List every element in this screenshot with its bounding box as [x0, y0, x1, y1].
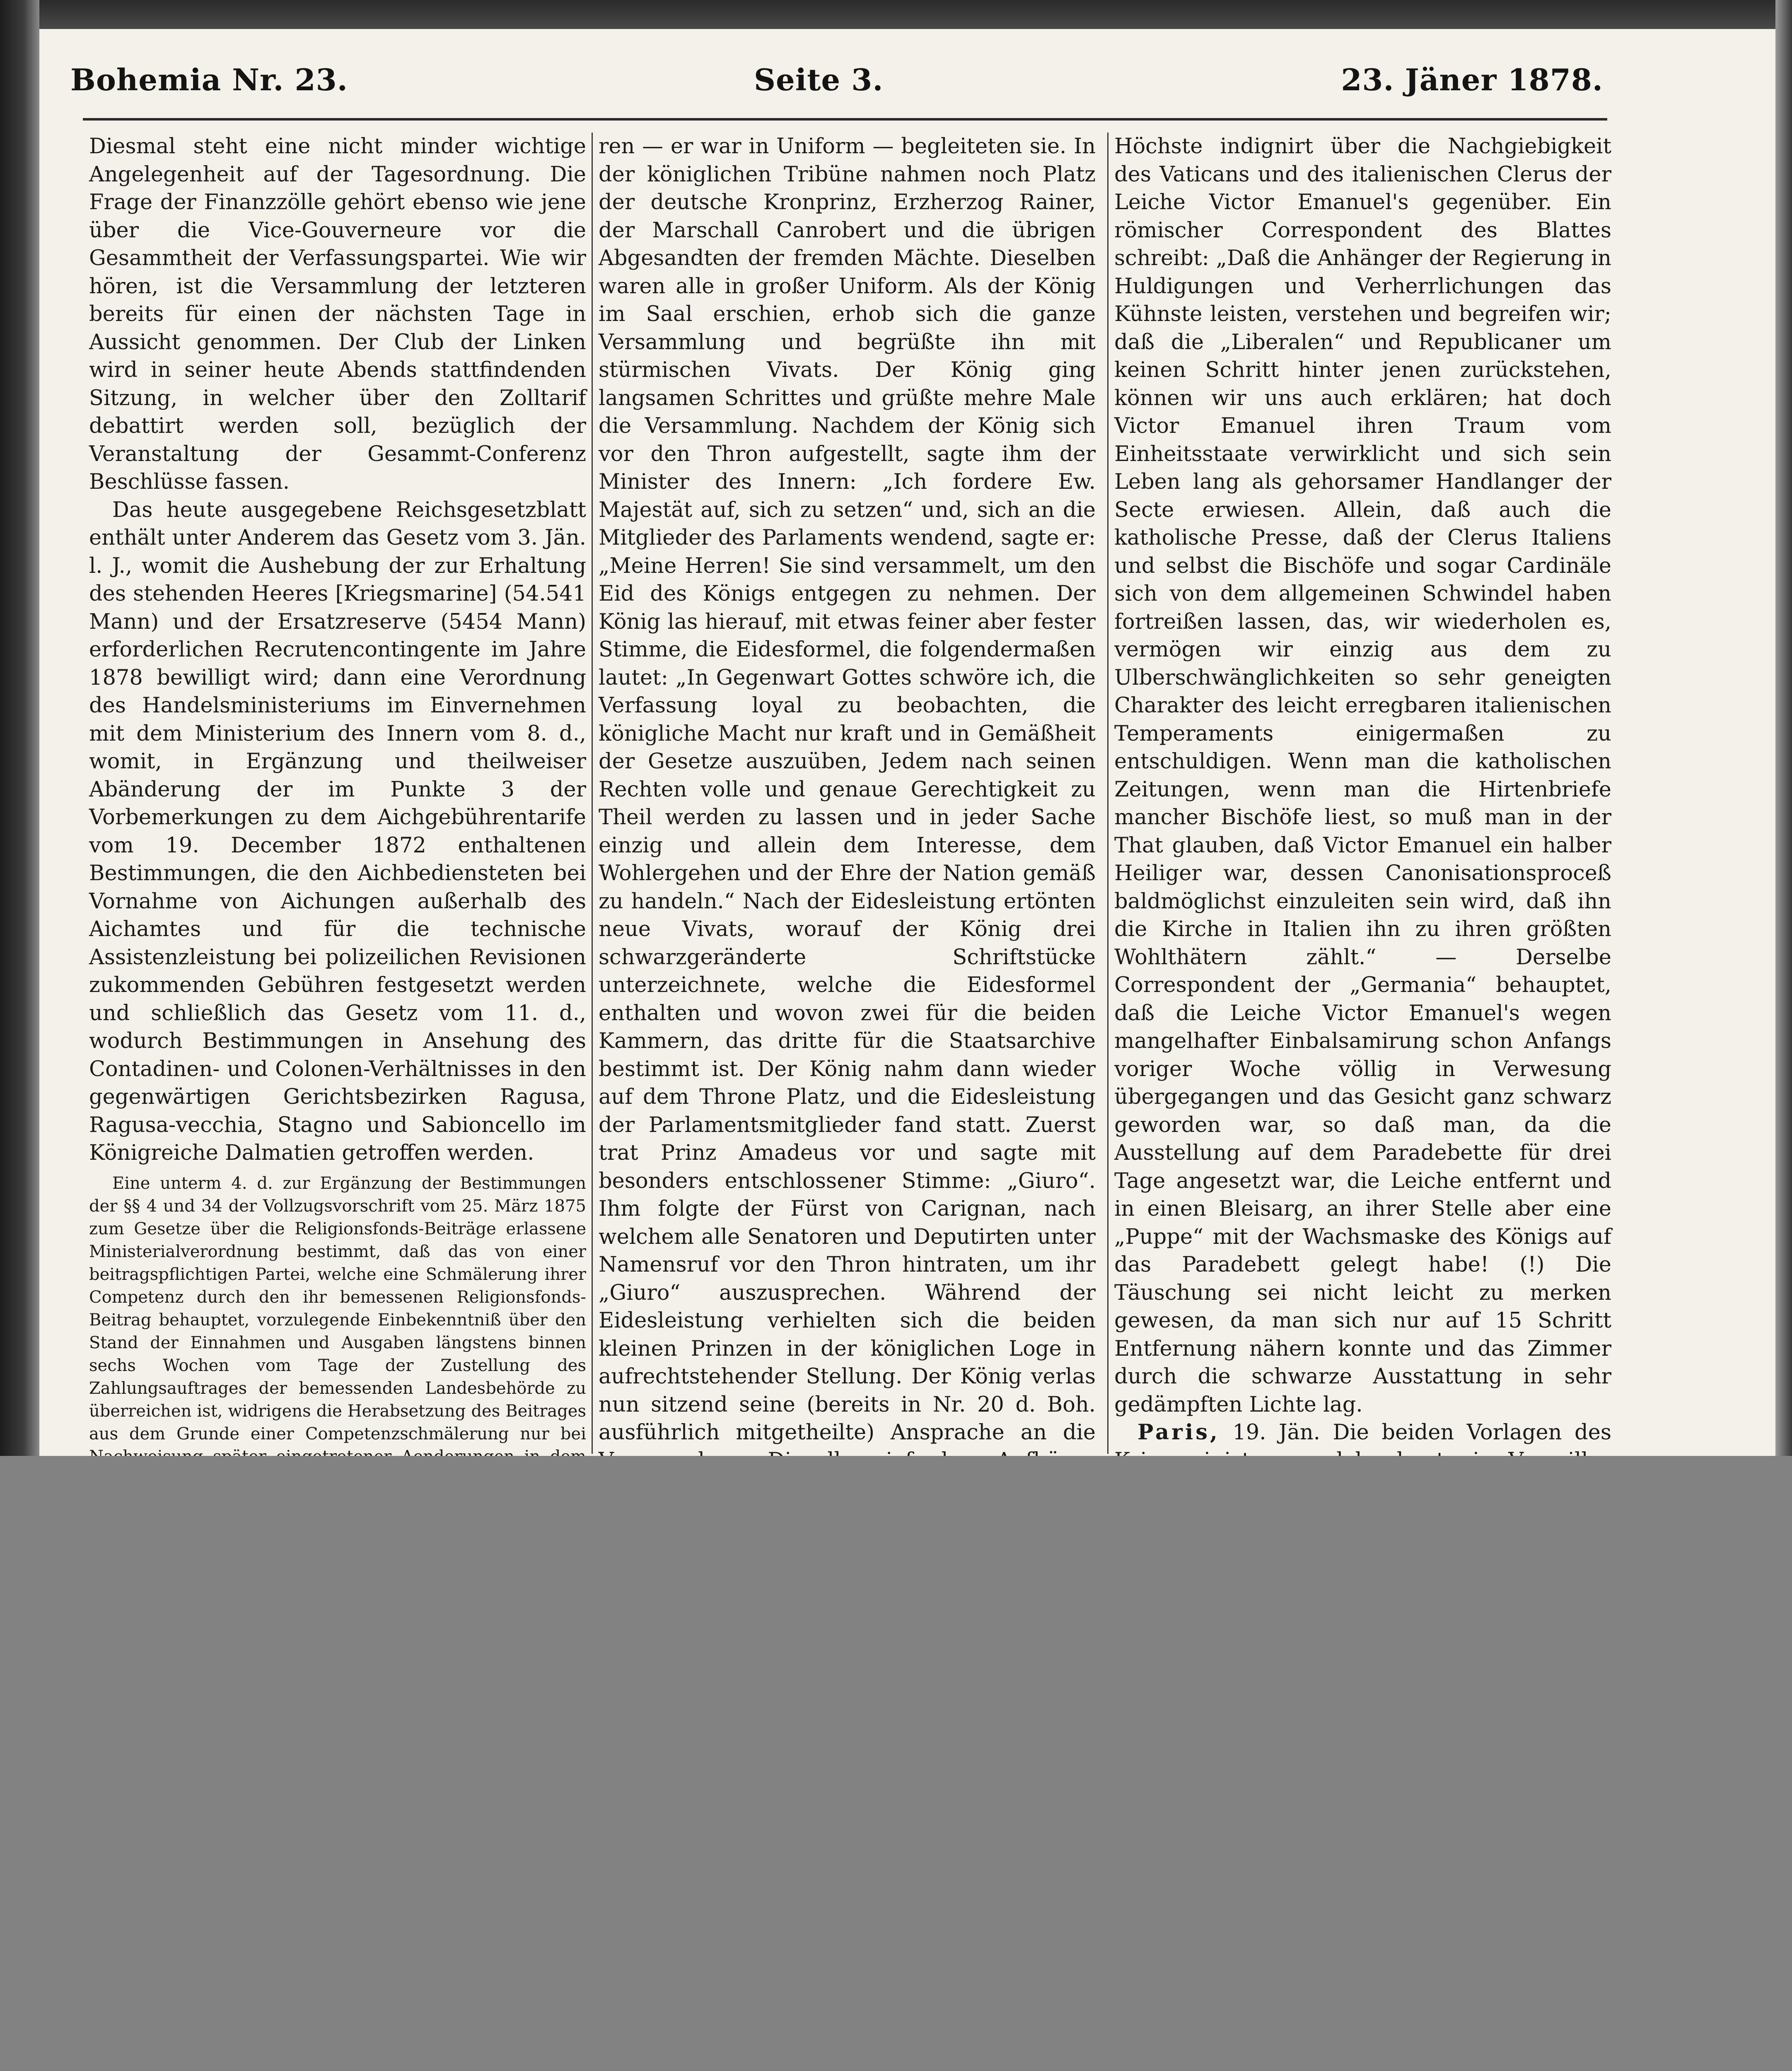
header-page-number: Seite 3. [754, 62, 884, 97]
dateline-paris: Paris, [1138, 1420, 1220, 1445]
header-publication: Bohemia Nr. 23. [70, 62, 348, 97]
column-divider-2 [1107, 133, 1109, 1454]
text-column-1 [89, 133, 586, 1454]
header-rule [83, 118, 1607, 121]
column-2-paragraph-1: ren — er war in Uniform — begleiteten sie. In der königlichen Tribüne nahmen noch Platz der deutsche Kronprinz, Erzherzog Rainer, der Marschall Canrobert und die übrigen Abgesandten der fremden Mächte. Dieselben waren alle in großer Uniform. Als der König im Saal erschien, erhob sich die ganze Versammlung und begrüßte ihn mit stürmischen Vivats. Der König ging langsamen Schrittes und grüßte mehre Male die Versammlung. Nachdem der König sich vor den Thron aufgestellt, sagte ihm der Minister des Innern: „Ich fordere Ew. Majestät auf, sich zu setzen“ und, sich an die Mitglieder des Parlaments wendend, sagte er: „Meine Herren! Sie sind versammelt, um den Eid des Königs entgegen zu nehmen. Der König las hierauf, mit etwas feiner aber fester Stimme, die Eidesformel, die folgendermaßen lautet: „In Gegenwart Gottes schwöre ich, die Verfassung loyal zu beobachten, die königliche Macht nur kraft und in Gemäßheit der Gesetze auszuüben, Jedem nach seinen Rechten volle und genaue Gerechtigkeit zu Theil werden zu lassen und in jeder Sache einzig und allein dem Interesse, dem Wohlergehen und der Ehre der Nation gemäß zu handeln.“ Nach der Eidesleistung ertönten neue Vivats, worauf der König drei schwarzgeränderte Schriftstücke unterzeichnete, welche die Eidesformel enthalten und wovon zwei für die beiden Kammern, das dritte für die Staatsarchive bestimmt ist. Der König nahm dann wieder auf dem Throne Platz, und die Eidesleistung der Parlamentsmitglieder fand statt. Zuerst trat Prinz Amadeus vor und sagte mit besonders entschlossener Stimme: „Giuro“. Ihm folgte der Fürst von Carignan, nach welchem alle Senatoren und Deputirten unter Namensruf vor den Thron hintraten, um ihr „Giuro“ auszusprechen. Während der Eidesleistung verhielten sich die beiden kleinen Prinzen in der königlichen Loge in aufrechtstehender Stellung. Der König verlas nun sitzend seine (bereits in Nr. 20 d. Boh. ausführlich mitgetheilte) Ansprache an die [599, 134, 1096, 1445]
scan-edge-left [0, 0, 39, 1475]
column-1-paragraph-3: Eine unterm 4. d. zur Ergänzung der Bestimmungen der §§ 4 und 34 der Vollzugsvorschrift vom 25. März 1875 zum Gesetze über die Religionsfonds-Beiträge erlassene Ministerialverordnung bestimmt, daß das von einer beitragspflichtigen Partei, welche eine Schmälerung ihrer Competenz durch den ihr bemessenen Religionsfonds-Beitrag behauptet, vorzulegende Einbekenntniß über den Stand der Einnahmen und Ausgaben längstens binnen sechs Wochen vom Tage der Zustellung des Zahlungsauftrages der bemessenden Landesbehörde zu überreichen ist, widrigens die Herabsetzung des Beitrages aus dem Grunde einer Competenzschmälerung nur bei [89, 1173, 586, 1443]
text-column-3 [1114, 133, 1611, 1454]
column-1-paragraph-2: Das heute ausgegebene Reichsgesetzblatt enthält unter Anderem das Gesetz vom 3. Jän. l. J., womit die Aushebung der zur Erhaltung des stehenden Heeres [Kriegsmarine] (54.541 Mann) und der Ersatzreserve (5454 Mann) erforderlichen Recrutencontingente im Jahre 1878 bewilligt wird; dann eine Verordnung des Handelsministeriums im Einvernehmen mit dem Ministerium des Innern vom 8. d., womit, in Ergänzung und theilweiser Abänderung der im Punkte 3 der Vorbemerkungen zu dem Aichgebührentarife vom 19. December 1872 enthaltenen Bestimmungen, die den Aichbediensteten bei Vornahme von Aichungen außerhalb des Aichamtes und für die technische Assistenzleistung bei polizeilichen Revisionen zukommenden Gebühren festgesetzt werden und schließlich das Gesetz vom 11. d., wodurch Bestimmungen in Ansehung des Contadinen- und Colonen-Verhältnisses in den gegenwärtigen Gerichtsbezirken Ragusa, Ragusa-vecchia, Stagno und Sabioncello im Königreiche Dalmatien getroffen werden. [89, 497, 586, 1165]
page-header [70, 62, 1603, 108]
column-1-paragraph-1: Diesmal steht eine nicht minder wichtige Angelegenheit auf der Tagesordnung. Die Frage der Finanzzölle gehört ebenso wie jene über die Vice-Gouverneure vor die Gesammtheit der Verfassungspartei. Wie wir hören, ist die Versammlung der letzteren bereits für einen der nächsten Tage in Aussicht genommen. Der Club der Linken wird in seiner heute Abends stattfindenden Sitzung, in welcher über den Zolltarif debattirt werden soll, bezüglich der Veranstaltung der Gesammt-Conferenz Beschlüsse fassen. [89, 134, 586, 494]
text-column-2 [599, 133, 1096, 1454]
header-date: 23. Jäner 1878. [1341, 62, 1603, 97]
column-3-paragraph-1: Höchste indignirt über die Nachgiebigkeit des Vaticans und des italienischen Clerus der Leiche Victor Emanuel's gegenüber. Ein römischer Correspondent des Blattes schreibt: „Daß die Anhänger der Regierung in Huldigungen und Verherrlichungen das Kühnste leisten, verstehen und begreifen wir; daß die „Liberalen“ und Republicaner um keinen Schritt hinter jenen zurückstehen, können wir uns auch erklären; hat doch Victor Emanuel ihren Traum vom Einheitsstaate verwirklicht und sich sein Leben lang als gehorsamer Handlanger der Secte erwiesen. Allein, daß auch die katholische Presse, daß der Clerus Italiens und selbst die Bischöfe und sogar Cardinäle sich von dem allgemeinen Schwindel haben fortreißen lassen, das, wir wiederholen es, vermögen wir einzig aus dem zu Ulberschwänglichkeiten so sehr geneigten Charakter des leicht erregbaren italienischen Temperaments einigermaßen zu entschuldigen. Wenn man die katholischen Zeitungen, wenn man die Hirtenbriefe mancher Bischöfe liest, so muß man in der That glauben, daß Victor Emanuel ein halber Heiliger war, dessen Canonisationsproceß baldmöglichst einzuleiten sein wird, daß ihn die Kirche in Italien ihn zu ihren größten Wohlthätern zählt.“ — Derselbe Correspondent der „Germania“ behauptet, daß die Leiche Victor Emanuel's wegen mangelhafter Einbalsamirung schon Anfangs voriger Woche völlig in Verwesung übergegangen und das Gesicht ganz schwarz geworden war, so daß man, da die Ausstellung auf dem Paradebette für drei Tage angesetzt war, die Leiche entfernt und in einen Bleisarg, an ihrer Stelle aber eine „Puppe“ mit der Wachsmaske des Königs auf das Paradebett gelegt habe! (!) Die Täuschung sei nicht leicht zu merken gewesen, da man sich nur auf 15 Schritt Entfernung nähern konnte und das Zimmer durch die schwarze Ausstattung in sehr gedämpften Lichte lag. [1114, 134, 1611, 1417]
scan-edge-right [1775, 0, 1792, 1475]
column-divider-1 [592, 133, 593, 1454]
column-3-paragraph-2-text: 19. Jän. Die beiden Vorlagen des [1232, 1420, 1611, 1445]
blank-scan-area [0, 1456, 1792, 2071]
